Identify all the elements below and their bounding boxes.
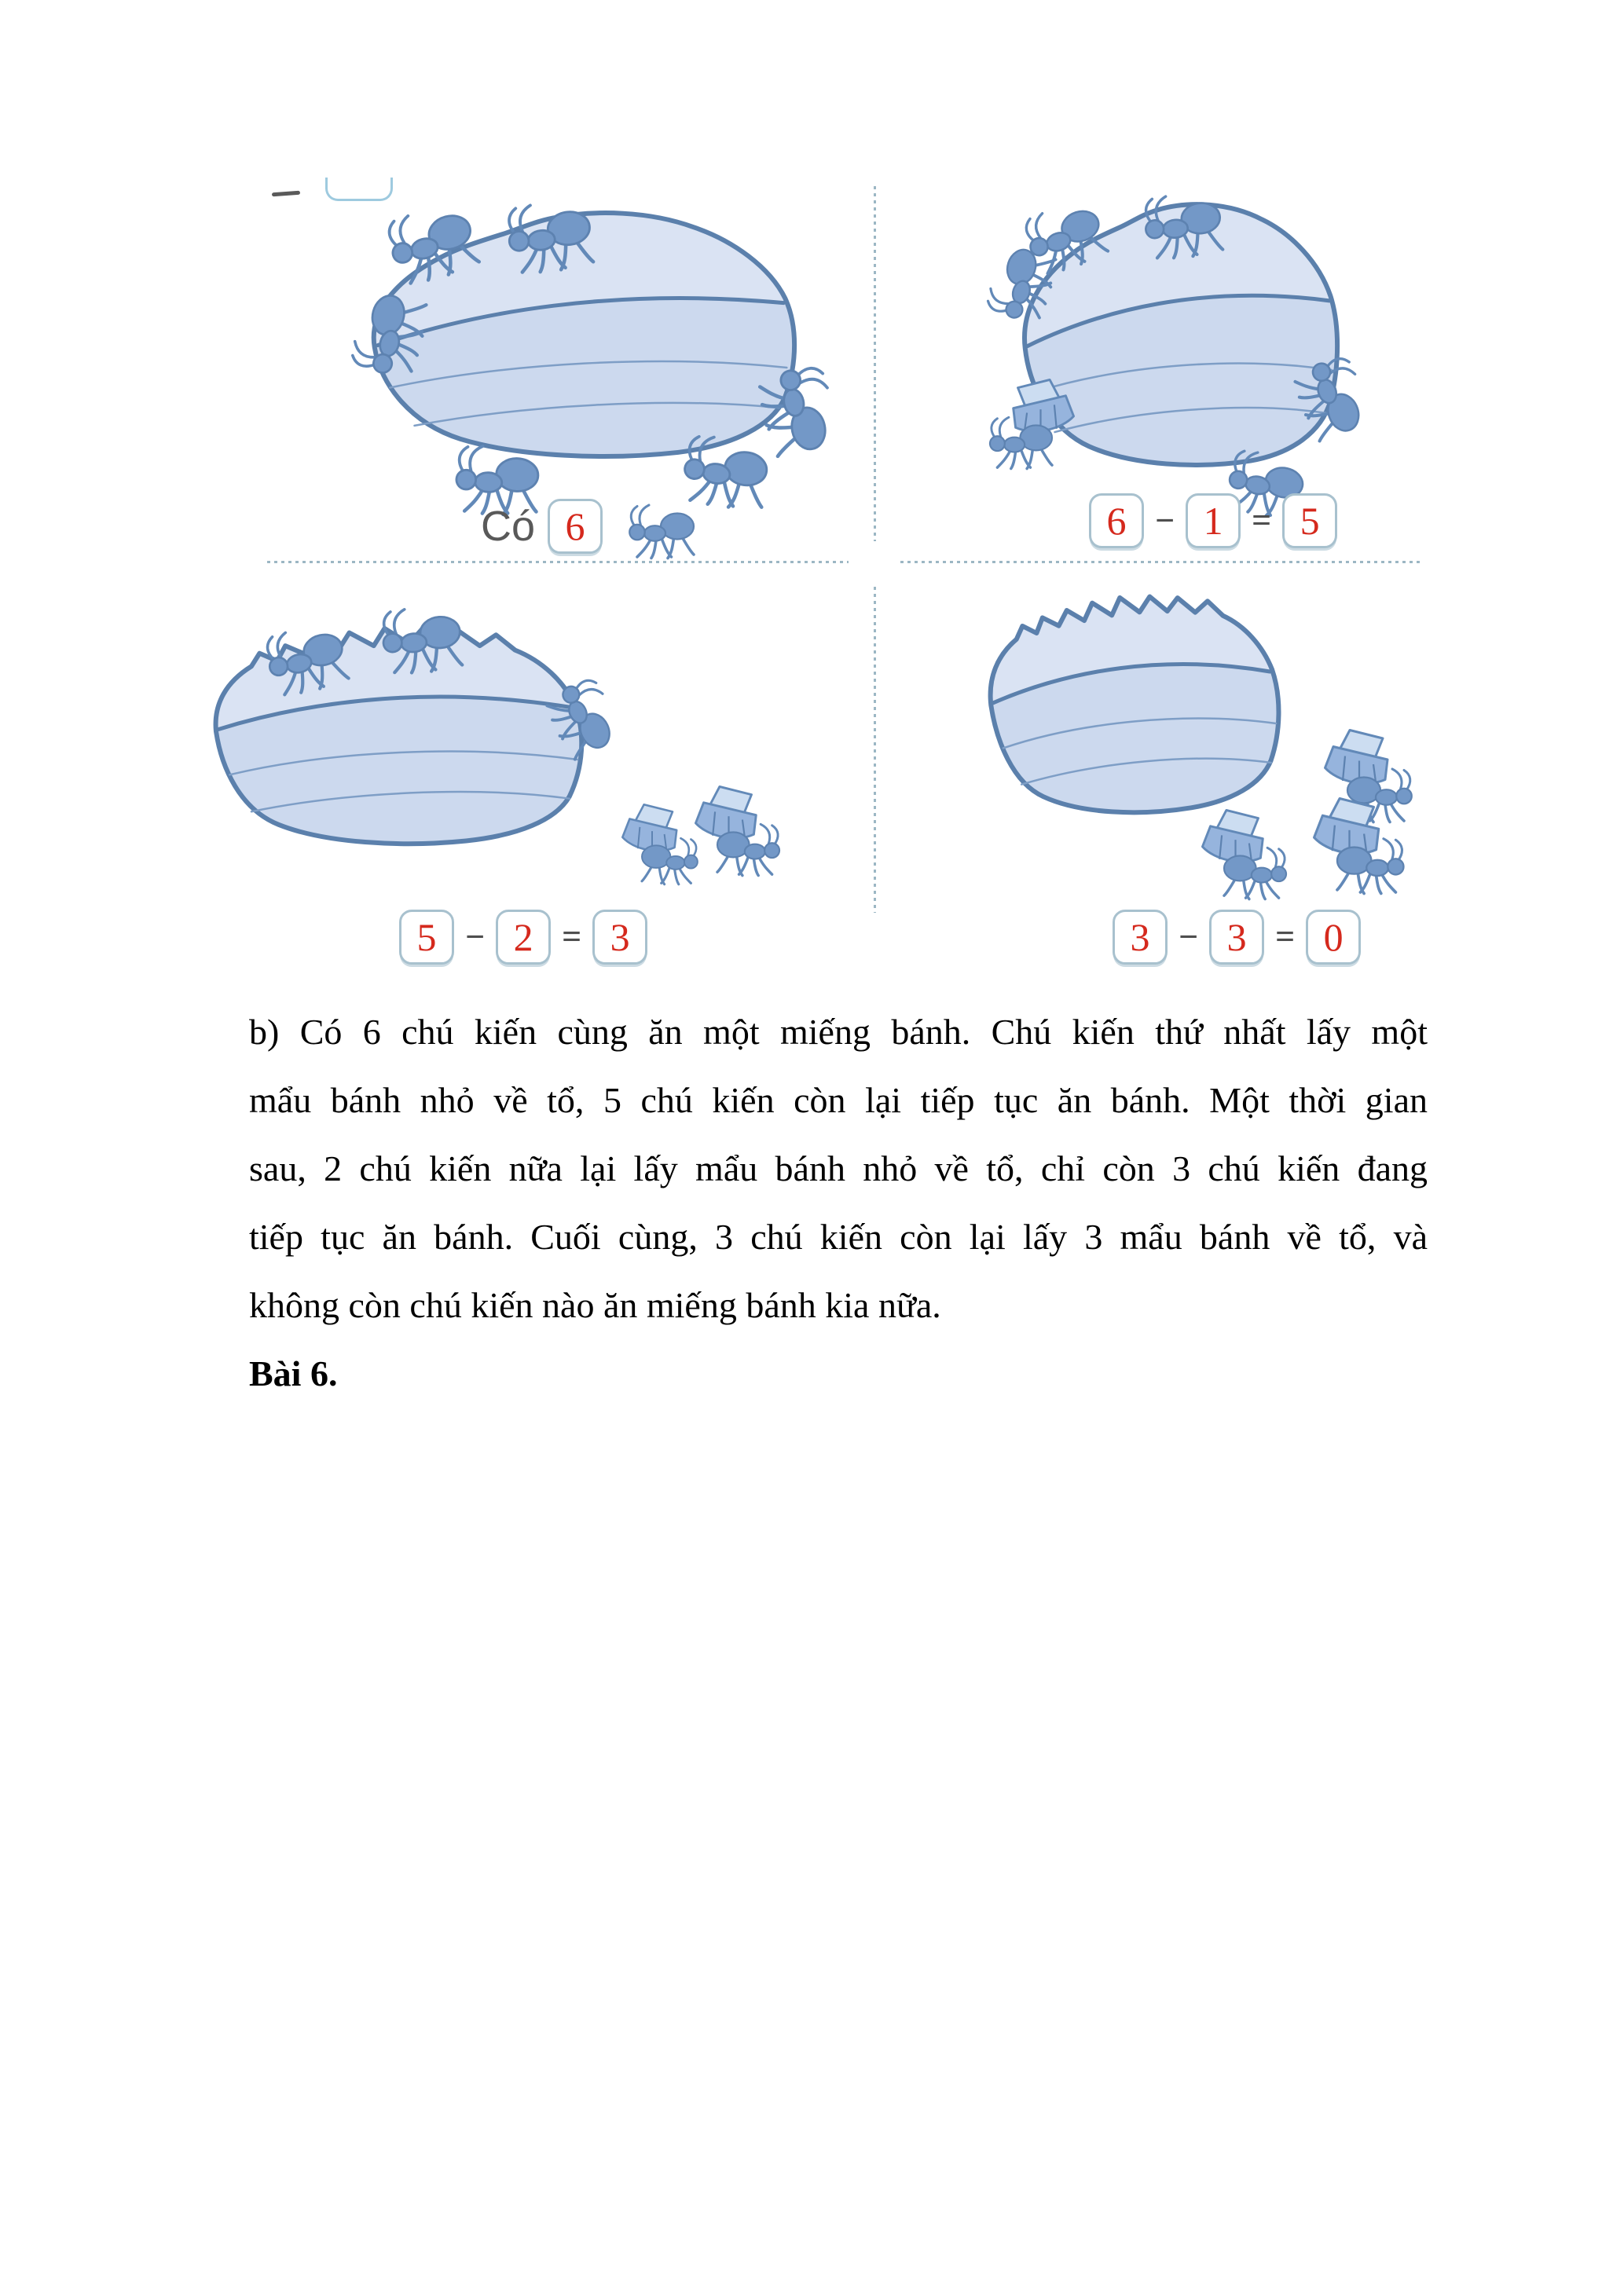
dotted-divider-horizontal-right [900,561,1424,563]
paragraph-line: tiếp tục ăn bánh. Cuối cùng, 3 chú kiến còn lại lấy 3 mẩu bánh về tổ, và [249,1217,1428,1257]
equation-step-4 [1113,910,1361,965]
equals-operator: = [1252,501,1272,540]
ant-carrying-cake-icon [695,786,779,875]
ant-carrying-cake-icon [990,379,1074,468]
answer-box [1282,493,1337,548]
equals-operator: = [1275,917,1296,956]
ant-carrying-cake-icon [622,804,698,884]
minus-operator: − [1155,501,1175,540]
answer-box [548,499,603,554]
answer-value: 5 [416,915,437,959]
answer-value: 3 [610,915,630,959]
answer-value: 3 [1226,915,1247,959]
dotted-divider-vertical-bottom [874,587,876,913]
answer-box [1089,493,1144,548]
dotted-divider-vertical-top [874,186,876,541]
answer-box [1186,493,1241,548]
equals-operator: = [562,917,582,956]
paragraph-line: b) Có 6 chú kiến cùng ăn một miếng bánh. Chú kiến thứ nhất lấy một [249,1012,1428,1052]
minus-operator: − [465,917,486,956]
equation-step-3 [399,910,647,965]
answer-paragraph [249,998,1428,1408]
answer-box [1113,910,1168,965]
answer-value: 5 [1300,499,1320,543]
caption-label: Có [481,503,536,550]
answer-value: 3 [1130,915,1150,959]
paragraph-line: sau, 2 chú kiến nữa lại lấy mẩu bánh nhỏ về tổ, chỉ còn 3 chú kiến đang [249,1148,1428,1188]
answer-box [1306,910,1361,965]
paragraph-line: không còn chú kiến nào ăn miếng bánh kia nữa. [249,1285,941,1325]
answer-value: 0 [1323,915,1344,959]
answer-box [496,910,551,965]
cake-count-caption [481,495,702,558]
answer-value: 2 [513,915,533,959]
ant-carrying-cake-icon [1202,810,1286,899]
minus-operator: − [1179,917,1199,956]
cropped-previous-content [272,191,300,196]
answer-value: 6 [1106,499,1127,543]
paragraph-line: mẩu bánh nhỏ về tổ, 5 chú kiến còn lại tiếp tục ăn bánh. Một thời gian [249,1080,1428,1120]
ant-icon [615,495,702,558]
cake-step-3-illustration [173,585,644,899]
ants-leaving-with-pieces [629,782,809,907]
cake-slice [987,592,1281,818]
answer-value: 6 [565,504,585,548]
exercise-label: Bài 6. [249,1353,338,1393]
ant-carrying-cake-icon [1314,799,1404,894]
answer-box [1209,910,1264,965]
ants-leaving-with-pieces [1171,793,1422,911]
equation-step-2 [1089,493,1337,548]
answer-value: 1 [1203,499,1223,543]
ant-leaving-with-piece [981,375,1083,470]
answer-box [592,910,647,965]
answer-box [399,910,454,965]
